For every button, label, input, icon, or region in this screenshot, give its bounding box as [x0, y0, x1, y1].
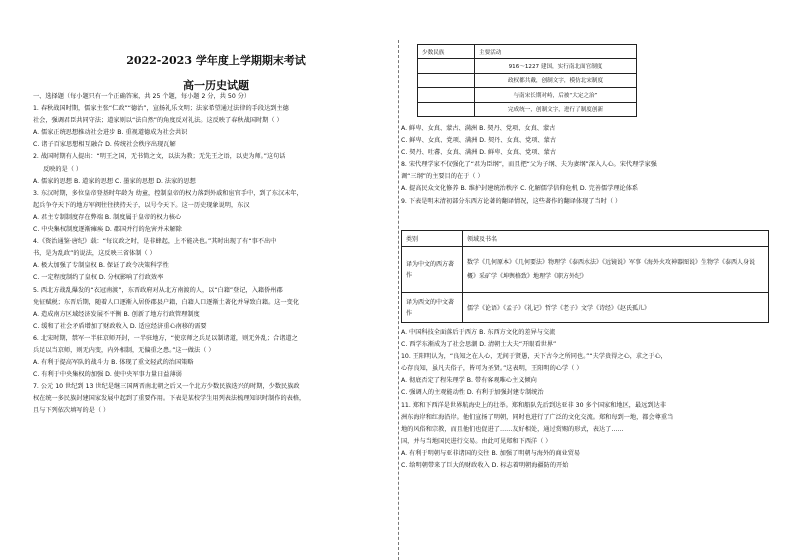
- left-question-text: [33, 91, 399, 418]
- text-line: 4.《资治通鉴·唐纪》载：“每议政之时，是非蜂起，上不能决也。”其时出现了有“事不出中: [33, 238, 277, 246]
- text-line: 一、选择题（每小题只有一个正确答案，共 25 个题，每小题 2 分，共 50 分）: [33, 93, 251, 100]
- text-line: 9. 下表是明末清初部分东西方论著的翻译情况，这些著作的翻译体现了当时（ ）: [401, 197, 622, 205]
- text-line: A. 极大加强了专制皇权 B. 保证了政令决策科学性: [33, 262, 169, 270]
- table-header-cell: 少数民族: [418, 45, 475, 59]
- table-header-row: [402, 231, 769, 247]
- ethnic-activity-table: [417, 44, 637, 117]
- text-line: C. 鲜卑、女真、党项、满洲 D. 契丹、女真、党项、蒙古: [401, 137, 557, 145]
- text-line: 2. 战国时期有人提出：“明王之国，无书简之文，以法为教；无先王之语，以吏为师。”这句话: [33, 153, 286, 161]
- text-line: A. 造成南方区域经济发展不平衡 B. 创新了地方行政管理制度: [33, 310, 200, 318]
- text-line: C. 西学东渐成为了社会思潮 D. 清朝士大夫“开眼看世界”: [401, 341, 557, 349]
- text-line: 调“三纲”的主要目的在于（ ）: [401, 173, 484, 181]
- text-line: A. 提高民众文化修养 B. 维护封建统治秩序 C. 化解儒学信仰危机 D. 完善儒学理论体系: [401, 185, 639, 193]
- table-row: [418, 102, 637, 117]
- text-line: 8. 宋代理学家不仅强化了“君为臣纲”，而且把“父为子纲、夫为妻纲”深入人心。宋代理学家强: [401, 161, 657, 169]
- text-line: A. 鲜卑、女真、蒙古、满洲 B. 契丹、党项、女真、蒙古: [401, 125, 556, 132]
- table-header-row: [418, 45, 637, 59]
- text-line: C. 中央集权制度逐渐瘫痪 D. 郡国并行的危害并未解除: [33, 226, 182, 234]
- text-line: 反映的是（ ）: [43, 165, 83, 173]
- text-line: 11. 郑和下西洋是世界航海史上的壮举。郑和船队先后到达亚非 30 多个国家和地区，最远到达非: [401, 401, 666, 409]
- table-row: [402, 293, 769, 323]
- text-line: A. 儒家正统思想推动社会进步 B. 重视道德成为社会共识: [33, 129, 188, 137]
- table-cell-content: 数学《几何原本》《几何要法》物理学《泰西水法》《远镜说》军事《海外火攻神器图说》生物学《泰西人身说概》采矿学《坤舆格致》地理学《职方外纪》: [463, 247, 769, 293]
- table-cell-content: 儒学《论语》《孟子》《礼记》哲学《老子》文学《诗经》《赵氏孤儿》: [463, 293, 769, 323]
- table-header-cell: 主要活动: [475, 45, 637, 59]
- column-divider: [398, 40, 400, 560]
- text-line: 洲东海岸和红海沿岸。他们宣扬了明朝，同时也进行了广泛的文化交流。郑和每到一地，都会尊重当: [401, 413, 674, 421]
- table-header-cell: 类别: [402, 231, 463, 247]
- text-line: 社会，强调君臣共同守法；道家则以“法自然”的角度反对礼法。这反映了春秋战国时期（ ）: [33, 117, 283, 125]
- text-line: C. 一定程度制约了皇权 D. 分权影响了行政效率: [33, 274, 164, 282]
- text-line: 7. 公元 10 世纪到 13 世纪是继三国两晋南北朝之后又一个北方少数民族迭兴的时期，少数民族政: [33, 383, 300, 391]
- table-header-cell: 领域及书名: [463, 231, 769, 247]
- text-line: 10. 王阳明认为，“良知之在人心，无间于贤愚，天下古今之所同也。”“夫学贵得之心，求之于心，: [401, 353, 667, 361]
- text-line: A. 儒家的思想 B. 道家的思想 C. 墨家的思想 D. 法家的思想: [33, 177, 196, 185]
- table-cell-label: 译为中文的西方著作: [402, 247, 463, 293]
- text-line: A. 君主专制制度存在弊端 B. 制度属于皇帝的权力核心: [33, 213, 182, 221]
- text-line: 6. 北宋时期，禁军一半驻京师开封，一半驻地方，“使京师之兵足以制诸道，则无外乱；合诸道之: [33, 334, 298, 342]
- text-line: C. 缓和了社会矛盾增加了财政收入 D. 适应经济重心南移的需要: [33, 322, 207, 330]
- text-line: A. 有利于提高军队的战斗力 B. 体现了重文轻武的治国策略: [33, 359, 194, 367]
- table-cell-blank: [418, 102, 475, 117]
- left-column: [33, 0, 399, 560]
- right-question-text-1: [401, 123, 769, 208]
- table-cell: 政权都共戴，创制文字，模仿北宋制度: [475, 73, 637, 88]
- table-row: [402, 247, 769, 293]
- text-line: 且与下列依次填写的是（ ）: [33, 407, 110, 415]
- text-line: 书，是为乱政”的说法，这反映三省体制（ ）: [33, 250, 156, 258]
- table-cell: 与南宋长期对峙，后被“大定之治”: [475, 88, 637, 103]
- text-line: 权在统一多民族封建国家发展中起到了重要作用。下表是某校学生用列表法梳理知识时制作的表格，: [33, 395, 306, 403]
- text-line: 国，并与当地国民进行交易。由此可见郑和下西洋（ ）: [401, 437, 552, 445]
- text-line: 地的风俗和宗教，而且他们也促进了……友好相处，通过赏赐的形式，表达了……: [401, 425, 624, 433]
- table-row: [418, 59, 637, 74]
- table-cell: 916～1227 建国，实行南北面官制度: [475, 59, 637, 74]
- translation-table: [401, 230, 769, 323]
- right-column: [401, 0, 769, 560]
- text-line: 5. 西北方战乱爆发的“衣冠南渡”，东晋政府对从北方南渡的人，以“白籍”登记，入籍侨州郡: [33, 286, 283, 294]
- table-cell-label: 译为西文的中文著作: [402, 293, 463, 323]
- text-line: A. 中国科技全面落后于西方 B. 东西方文化的差异与交流: [401, 329, 556, 336]
- table-cell-blank: [418, 59, 475, 74]
- right-question-text-2: [401, 327, 769, 472]
- table-row: [418, 88, 637, 103]
- text-line: C. 诸子百家思想相互融合 D. 传统社会秩序出现瓦解: [33, 141, 176, 149]
- text-line: 兵足以当京师，则无内变，内外相制，无偏重之患。”这一做法（ ）: [33, 346, 215, 354]
- text-line: A. 彻底否定了程朱理学 B. 带有客观唯心主义倾向: [401, 377, 537, 385]
- table-cell-blank: [418, 88, 475, 103]
- text-line: 起兵争夺天下的地方军阀往往挟持天子，以号令天下。这一历史现象说明，东汉: [33, 201, 250, 209]
- text-line: C. 给明朝带来了巨大的财政收入 D. 标志着明朝海疆防的开始: [401, 462, 569, 470]
- table-cell-blank: [418, 73, 475, 88]
- table-row: [418, 73, 637, 88]
- text-line: 3. 东汉时期，多位皇帝登基时年龄为 幼童，控制皇帝的权力落到外戚和宦官手中，到了东汉末年，: [33, 189, 303, 197]
- text-line: 免征赋税；东晋后期，随着人口逐渐入居侨郡县户籍，白籍人口逐渐土著化并导致白籍。这一变化: [33, 298, 300, 306]
- text-line: A. 有利于明朝与亚非诸国的交往 B. 加强了明朝与海外的商业贸易: [401, 449, 581, 457]
- text-line: C. 强调人的主观能动性 D. 有利于加强封建专制统治: [401, 389, 544, 397]
- text-line: 1. 春秋战国时期，儒家主张“仁政”“德治”，宣扬礼乐文明；法家希望通过法律的手段达到主德: [33, 105, 289, 113]
- text-line: C. 有利于中央集权的加强 D. 使中央军事力量日益薄弱: [33, 371, 182, 379]
- exam-subject: 高一历史试题: [183, 79, 249, 92]
- text-line: C. 契丹、吐蕃、女真、满洲 D. 鲜卑、女真、党项、蒙古: [401, 149, 557, 157]
- table-cell: 完成统一，创制文字，进行了制度创新: [475, 102, 637, 117]
- text-line: 心存良知，虽凡夫俗子，皆可为圣贤。”这表明，王阳明的心学（ ）: [401, 365, 583, 373]
- exam-title: 2022-2023 学年度上学期期末考试: [126, 54, 306, 67]
